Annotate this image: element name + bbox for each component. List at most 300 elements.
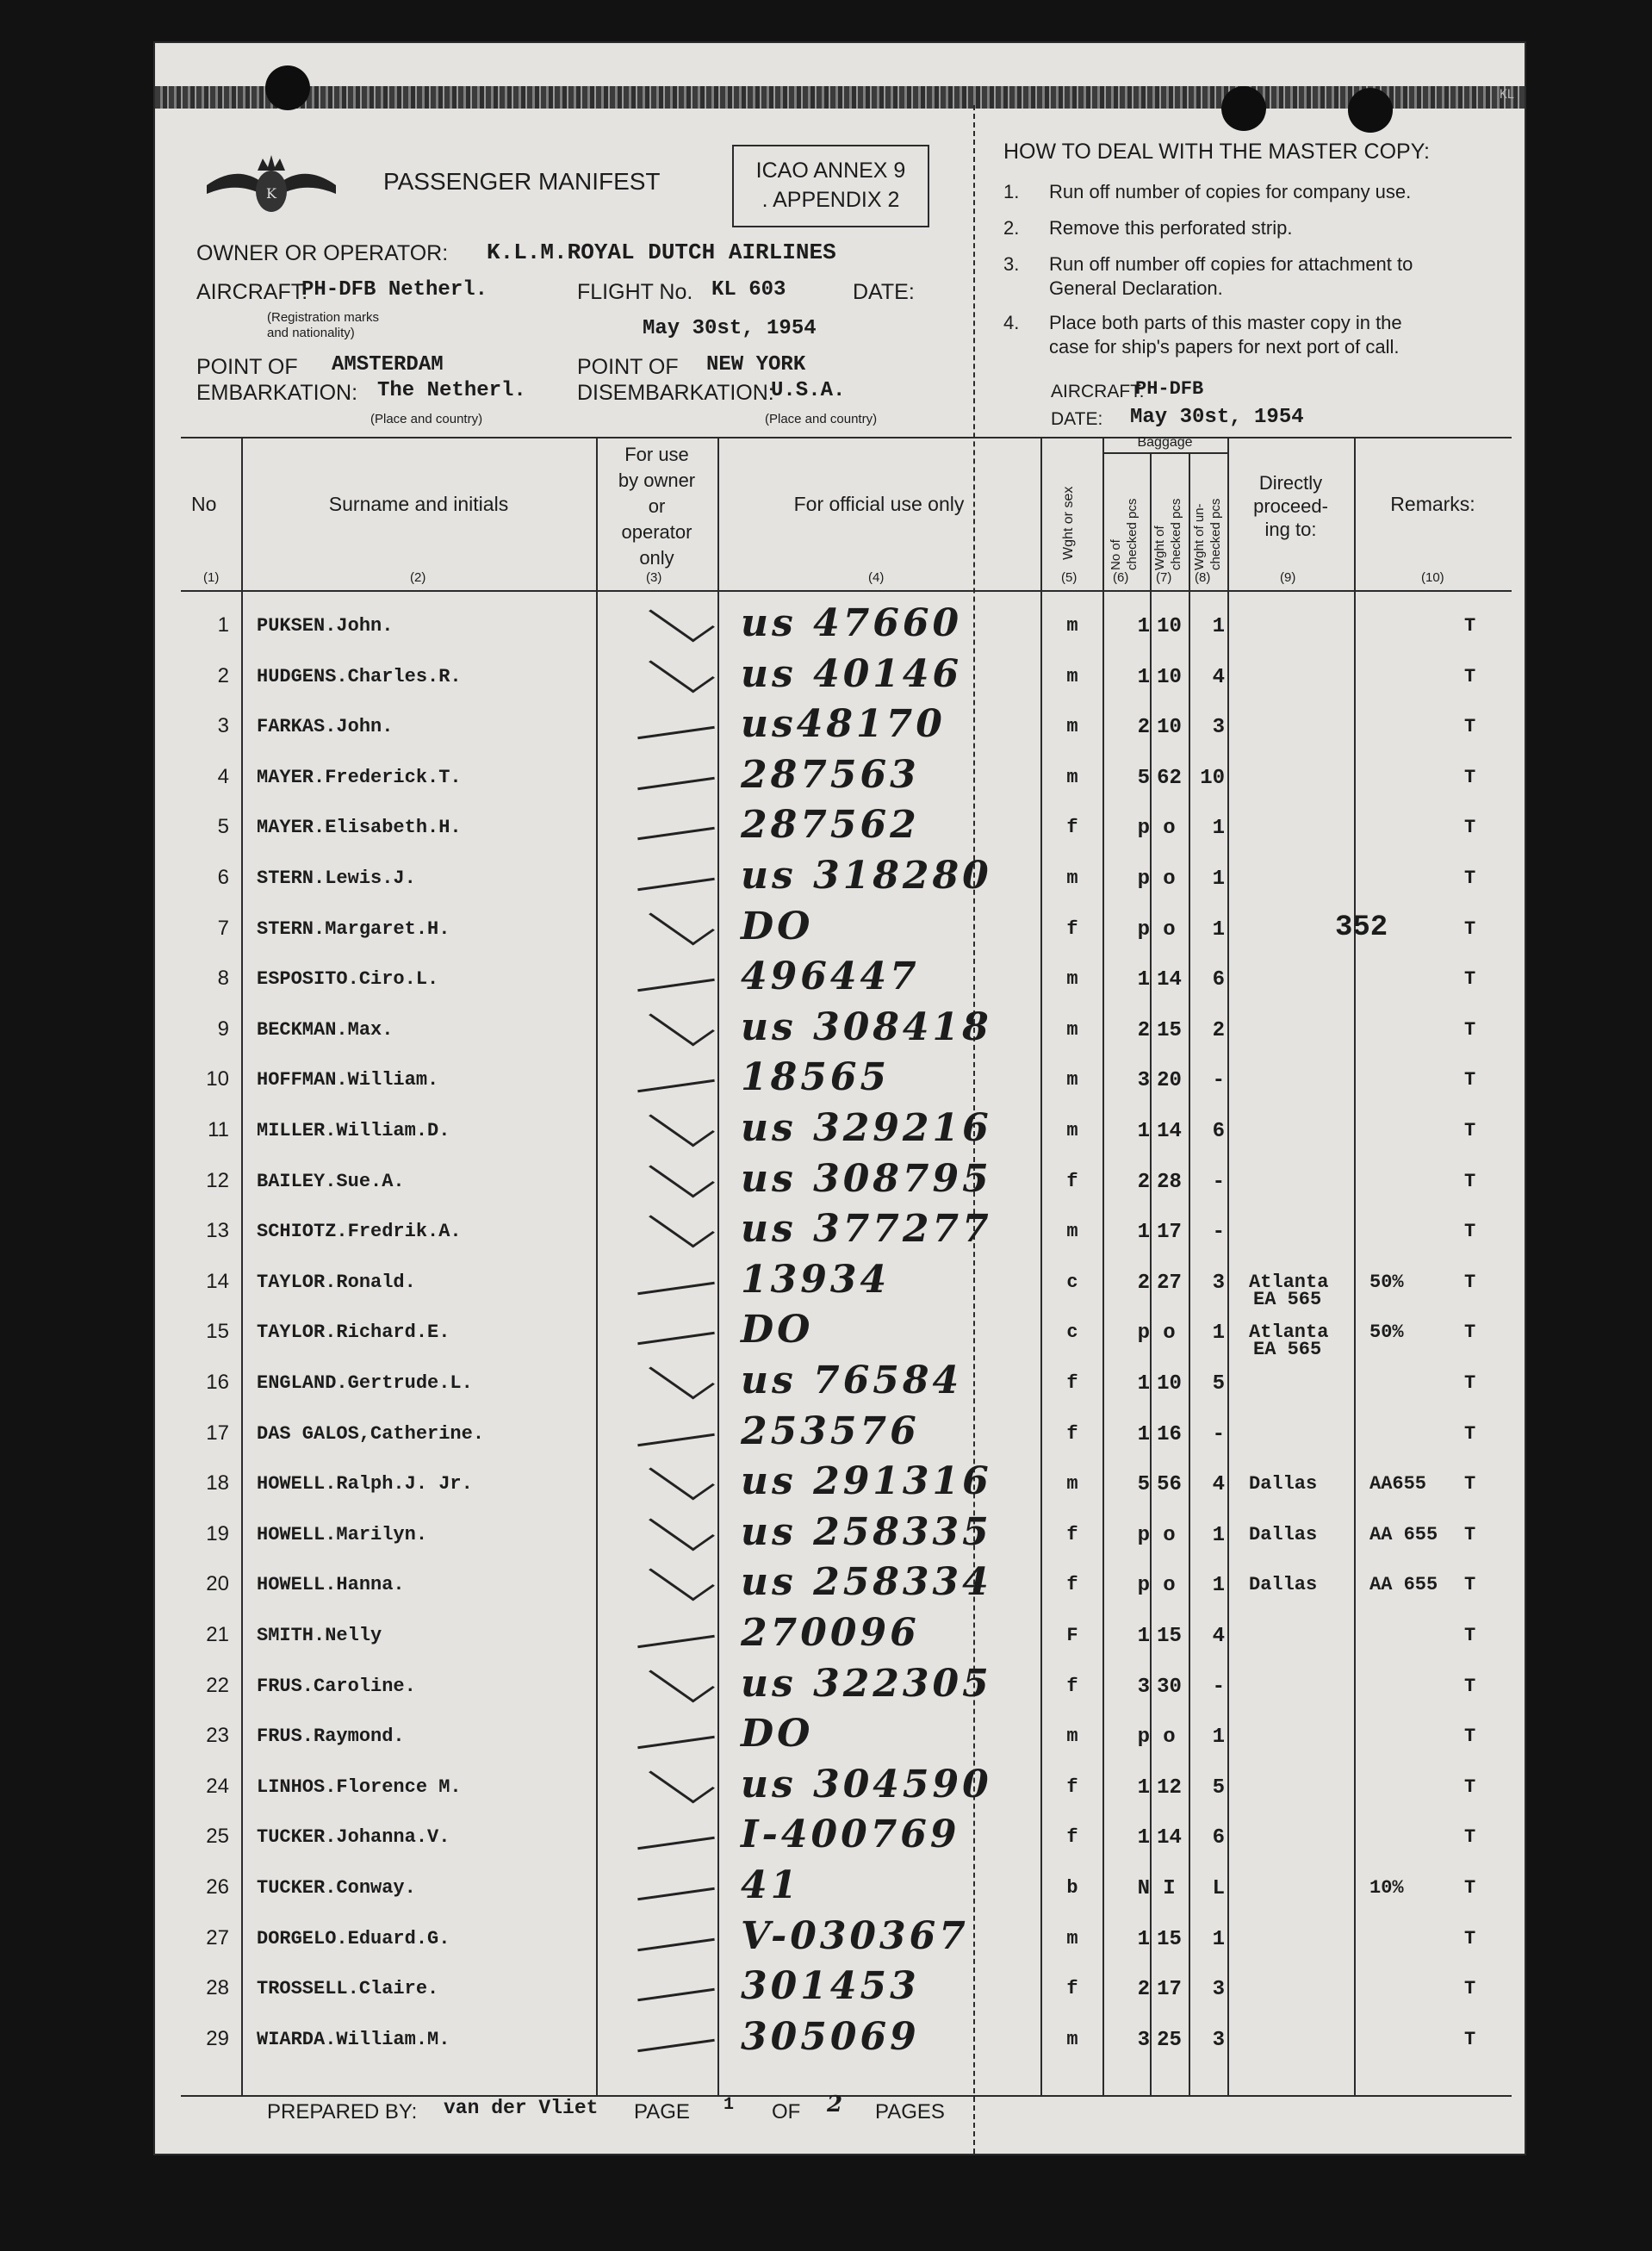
- checked-wght: 14: [1157, 968, 1182, 992]
- official-number: 496447: [741, 954, 920, 999]
- prepared-value: van der Vliet: [444, 2097, 599, 2119]
- checked-pcs: 3: [1137, 2028, 1150, 2052]
- wght-or-sex: m: [1066, 615, 1078, 637]
- form-code: KL: [1500, 88, 1514, 102]
- official-number: us 304590: [741, 1762, 992, 1806]
- dash-mark-icon: [637, 979, 715, 992]
- point-of-label: POINT OF: [196, 355, 298, 379]
- unchecked-wght: 1: [1212, 867, 1225, 891]
- official-number: 41: [741, 1863, 801, 1907]
- row-number: 19: [206, 1521, 229, 1545]
- wght-or-sex: f: [1066, 817, 1078, 839]
- row-number: 21: [206, 1623, 229, 1646]
- official-number: us 40146: [741, 651, 963, 696]
- remark-t: T: [1464, 1271, 1476, 1293]
- checked-pcs: 1: [1137, 615, 1150, 638]
- wght-or-sex: c: [1066, 1321, 1078, 1344]
- instr-date-label: DATE:: [1051, 409, 1103, 429]
- passenger-name: WIARDA.William.M.: [257, 2028, 450, 2050]
- remark-t: T: [1464, 1523, 1476, 1545]
- passenger-name: ENGLAND.Gertrude.L.: [257, 1372, 473, 1394]
- instruction-text-cont: General Declaration.: [1049, 277, 1223, 299]
- remark-t: T: [1464, 665, 1476, 687]
- col-wght-checked-1: Wght of: [1152, 525, 1167, 570]
- row-number: 1: [217, 613, 229, 637]
- passenger-name: BAILEY.Sue.A.: [257, 1170, 405, 1192]
- col-owner-4: operator: [621, 521, 692, 543]
- instruction-text: Place both parts of this master copy in the: [1049, 312, 1402, 333]
- remark-note: AA 655: [1369, 1523, 1438, 1545]
- remark-note: 50%: [1369, 1271, 1404, 1293]
- col-directly-2: proceed-: [1253, 495, 1328, 517]
- remark-t: T: [1464, 1069, 1476, 1091]
- col-divider: [717, 437, 719, 2095]
- unchecked-wght: 3: [1212, 1978, 1225, 2002]
- passenger-name: FRUS.Caroline.: [257, 1675, 416, 1697]
- date-value: May 30st, 1954: [643, 317, 817, 340]
- passenger-name: MAYER.Frederick.T.: [257, 766, 462, 788]
- table-top-border: [181, 437, 1512, 438]
- official-number: 287562: [741, 803, 920, 848]
- destination-flight: EA 565: [1253, 1288, 1322, 1310]
- col-num-10: (10): [1421, 570, 1444, 585]
- official-number: us 308418: [741, 1004, 992, 1049]
- wght-or-sex: m: [1066, 1473, 1078, 1495]
- unchecked-wght: -: [1212, 1221, 1225, 1245]
- col-wght-sex: Wght or sex: [1061, 486, 1076, 560]
- passenger-name: STERN.Margaret.H.: [257, 917, 450, 940]
- check-mark-icon: [649, 596, 715, 643]
- remark-t: T: [1464, 1675, 1476, 1697]
- check-mark-icon: [649, 1757, 715, 1803]
- wght-or-sex: f: [1066, 1826, 1078, 1849]
- passenger-name: DAS GALOS,Catherine.: [257, 1422, 485, 1445]
- checked-pcs: 1: [1137, 1221, 1150, 1245]
- checked-pcs: 1: [1137, 1422, 1150, 1446]
- row-number: 18: [206, 1471, 229, 1495]
- remark-t: T: [1464, 716, 1476, 738]
- checked-pcs: 1: [1137, 968, 1150, 992]
- check-mark-icon: [649, 1555, 715, 1601]
- remark-t: T: [1464, 1221, 1476, 1243]
- unchecked-wght: 6: [1212, 968, 1225, 992]
- official-number: I-400769: [741, 1813, 960, 1857]
- wght-or-sex: m: [1066, 1120, 1078, 1141]
- row-number: 4: [217, 764, 229, 788]
- col-divider: [241, 437, 243, 2095]
- checked-pcs: 1: [1137, 1120, 1150, 1143]
- instruction-number: 2.: [1003, 217, 1020, 239]
- unchecked-wght: 4: [1212, 1473, 1225, 1497]
- unchecked-wght: 1: [1212, 1726, 1225, 1750]
- checked-pcs: 1: [1137, 1625, 1150, 1648]
- col-num-5: (5): [1061, 570, 1078, 585]
- instruction-text-cont: case for ship's papers for next port of call.: [1049, 336, 1400, 358]
- checked-wght: o: [1163, 1523, 1176, 1547]
- remark-t: T: [1464, 817, 1476, 839]
- row-number: 14: [206, 1269, 229, 1293]
- row-number: 9: [217, 1017, 229, 1041]
- official-number: DO: [741, 904, 814, 948]
- official-number: us 377277: [741, 1207, 992, 1252]
- owner-label: OWNER OR OPERATOR:: [196, 241, 449, 265]
- checked-pcs: 2: [1137, 1170, 1150, 1194]
- header-bottom-border: [181, 590, 1512, 592]
- remark-t: T: [1464, 1120, 1476, 1141]
- wght-or-sex: f: [1066, 1372, 1078, 1394]
- row-number: 29: [206, 2026, 229, 2050]
- unchecked-wght: 10: [1200, 766, 1225, 790]
- flight-label: FLIGHT No.: [577, 280, 693, 304]
- unchecked-wght: 3: [1212, 716, 1225, 740]
- unchecked-wght: 2: [1212, 1018, 1225, 1042]
- klm-crown-logo: [202, 146, 340, 224]
- unchecked-wght: 4: [1212, 1625, 1225, 1648]
- check-mark-icon: [649, 1454, 715, 1501]
- remark-t: T: [1464, 1321, 1476, 1344]
- col-num-7: (7): [1156, 570, 1172, 585]
- checked-wght: 10: [1157, 716, 1182, 740]
- wght-or-sex: c: [1066, 1271, 1078, 1293]
- embark-city: AMSTERDAM: [332, 353, 444, 376]
- punch-hole: [265, 65, 310, 110]
- remark-t: T: [1464, 1574, 1476, 1596]
- destination: Dallas: [1249, 1473, 1318, 1495]
- wght-or-sex: m: [1066, 716, 1078, 738]
- checked-pcs: p: [1137, 817, 1150, 841]
- row-number: 8: [217, 967, 229, 991]
- instruction-number: 1.: [1003, 181, 1020, 202]
- unchecked-wght: 1: [1212, 1574, 1225, 1598]
- unchecked-wght: 1: [1212, 817, 1225, 841]
- official-number: us 76584: [741, 1359, 963, 1402]
- passenger-name: FARKAS.John.: [257, 716, 394, 738]
- wght-or-sex: m: [1066, 2028, 1078, 2050]
- row-number: 25: [206, 1825, 229, 1849]
- embark-country: The Netherl.: [377, 379, 526, 402]
- col-divider: [1227, 437, 1229, 2095]
- col-owner-3: or: [648, 495, 666, 517]
- dash-mark-icon: [637, 2039, 715, 2052]
- remark-t: T: [1464, 1422, 1476, 1445]
- row-number: 20: [206, 1572, 229, 1596]
- passenger-name: TAYLOR.Richard.E.: [257, 1321, 450, 1344]
- col-owner-1: For use: [624, 444, 689, 465]
- checked-wght: 10: [1157, 615, 1182, 638]
- destination: Dallas: [1249, 1574, 1318, 1596]
- unchecked-wght: 6: [1212, 1826, 1225, 1850]
- row-number: 17: [206, 1421, 229, 1445]
- checked-wght: 17: [1157, 1221, 1182, 1245]
- check-mark-icon: [649, 1202, 715, 1248]
- manifest-title: PASSENGER MANIFEST: [383, 168, 661, 195]
- remark-t: T: [1464, 1826, 1476, 1849]
- checked-wght: 15: [1157, 1625, 1182, 1648]
- passenger-name: MAYER.Elisabeth.H.: [257, 817, 462, 839]
- wght-or-sex: m: [1066, 1726, 1078, 1748]
- unchecked-wght: -: [1212, 1069, 1225, 1093]
- remark-t: T: [1464, 1978, 1476, 2000]
- checked-wght: 27: [1157, 1271, 1182, 1295]
- check-mark-icon: [649, 1353, 715, 1400]
- checked-pcs: 5: [1137, 766, 1150, 790]
- wght-or-sex: f: [1066, 1675, 1078, 1697]
- passenger-name: DORGELO.Eduard.G.: [257, 1927, 450, 1949]
- icao-line-2: . APPENDIX 2: [761, 188, 900, 212]
- row-number: 27: [206, 1925, 229, 1949]
- dash-mark-icon: [637, 1433, 715, 1446]
- dash-mark-icon: [637, 1988, 715, 2001]
- dash-mark-icon: [637, 1282, 715, 1295]
- dash-mark-icon: [637, 1332, 715, 1345]
- remark-t: T: [1464, 1625, 1476, 1646]
- checked-wght: 25: [1157, 2028, 1182, 2052]
- official-number: us 329216: [741, 1106, 992, 1150]
- remark-t: T: [1464, 917, 1476, 940]
- checked-wght: o: [1163, 1726, 1176, 1750]
- passenger-name: TUCKER.Johanna.V.: [257, 1826, 450, 1849]
- date-label: DATE:: [853, 280, 915, 304]
- official-number: us48170: [741, 702, 946, 747]
- col-divider: [596, 437, 598, 2095]
- unchecked-wght: 3: [1212, 1271, 1225, 1295]
- passenger-name: SCHIOTZ.Fredrik.A.: [257, 1221, 462, 1243]
- passenger-name: LINHOS.Florence M.: [257, 1775, 462, 1798]
- check-mark-icon: [649, 646, 715, 693]
- row-number: 28: [206, 1976, 229, 2000]
- page-label: PAGE: [634, 2100, 690, 2124]
- checked-wght: 20: [1157, 1069, 1182, 1093]
- col-num-2: (2): [410, 570, 426, 585]
- col-num-8: (8): [1195, 570, 1211, 585]
- checked-pcs: 1: [1137, 1372, 1150, 1396]
- perforated-strip: [155, 86, 1525, 109]
- wght-or-sex: m: [1066, 766, 1078, 788]
- checked-wght: 15: [1157, 1018, 1182, 1042]
- point-of-label-2: POINT OF: [577, 355, 679, 379]
- wght-or-sex: F: [1066, 1625, 1078, 1646]
- passenger-name: BECKMAN.Max.: [257, 1018, 394, 1041]
- unchecked-wght: 4: [1212, 665, 1225, 689]
- dash-mark-icon: [637, 1837, 715, 1850]
- wght-or-sex: f: [1066, 1978, 1078, 2000]
- official-number: 18565: [741, 1055, 891, 1100]
- official-number: V-030367: [741, 1913, 969, 1958]
- official-number: 305069: [741, 2014, 920, 2059]
- instruction-number: 3.: [1003, 253, 1020, 275]
- embarkation-label: EMBARKATION:: [196, 381, 358, 405]
- checked-wght: o: [1163, 917, 1176, 942]
- checked-pcs: p: [1137, 917, 1150, 942]
- remark-t: T: [1464, 1877, 1476, 1899]
- wght-or-sex: f: [1066, 1422, 1078, 1445]
- row-number: 12: [206, 1168, 229, 1192]
- official-number: us 258334: [741, 1560, 992, 1605]
- icao-line-1: ICAO ANNEX 9: [755, 159, 906, 183]
- passenger-name: ESPOSITO.Ciro.L.: [257, 968, 439, 991]
- wght-or-sex: m: [1066, 1221, 1078, 1243]
- col-baggage: Baggage: [1137, 435, 1193, 450]
- checked-pcs: 2: [1137, 1271, 1150, 1295]
- wght-or-sex: m: [1066, 968, 1078, 991]
- unchecked-wght: L: [1212, 1877, 1225, 1900]
- dash-mark-icon: [637, 1635, 715, 1648]
- checked-wght: 56: [1157, 1473, 1182, 1497]
- passenger-name: TAYLOR.Ronald.: [257, 1271, 416, 1293]
- row-number: 23: [206, 1724, 229, 1748]
- row-number: 15: [206, 1320, 229, 1344]
- checked-wght: 17: [1157, 1978, 1182, 2002]
- wght-or-sex: f: [1066, 1775, 1078, 1798]
- col-directly-3: ing to:: [1264, 519, 1317, 540]
- col-num-3: (3): [646, 570, 662, 585]
- remark-note: 10%: [1369, 1877, 1404, 1899]
- dash-mark-icon: [637, 827, 715, 840]
- col-remarks: Remarks:: [1390, 493, 1475, 515]
- unchecked-wght: 1: [1212, 917, 1225, 942]
- remark-t: T: [1464, 968, 1476, 991]
- official-number: DO: [741, 1308, 814, 1352]
- check-mark-icon: [649, 999, 715, 1046]
- remark-note: AA655: [1369, 1473, 1427, 1495]
- remark-t: T: [1464, 2028, 1476, 2050]
- checked-pcs: 1: [1137, 665, 1150, 689]
- punch-hole: [1221, 86, 1266, 131]
- wght-or-sex: f: [1066, 1574, 1078, 1596]
- official-number: us 291316: [741, 1459, 992, 1504]
- remark-t: T: [1464, 1726, 1476, 1748]
- unchecked-wght: -: [1212, 1422, 1225, 1446]
- col-owner-5: only: [639, 547, 674, 569]
- col-official: For official use only: [793, 493, 965, 515]
- dash-mark-icon: [637, 1937, 715, 1950]
- checked-wght: 10: [1157, 1372, 1182, 1396]
- checked-wght: o: [1163, 1321, 1176, 1346]
- flight-value: KL 603: [711, 278, 786, 302]
- passenger-name: HUDGENS.Charles.R.: [257, 665, 462, 687]
- checked-wght: 15: [1157, 1927, 1182, 1951]
- checked-pcs: p: [1137, 1726, 1150, 1750]
- wght-or-sex: m: [1066, 1018, 1078, 1041]
- col-num-9: (9): [1280, 570, 1296, 585]
- remark-t: T: [1464, 1473, 1476, 1495]
- row-number: 13: [206, 1219, 229, 1243]
- checked-pcs: p: [1137, 1523, 1150, 1547]
- dash-mark-icon: [637, 777, 715, 790]
- col-no: No: [191, 493, 217, 515]
- destination-flight: EA 565: [1253, 1339, 1322, 1361]
- checked-pcs: 2: [1137, 1018, 1150, 1042]
- wght-or-sex: m: [1066, 867, 1078, 889]
- official-number: us 318280: [741, 854, 992, 898]
- disembark-city: NEW YORK: [706, 353, 806, 376]
- remark-t: T: [1464, 867, 1476, 889]
- remark-t: T: [1464, 766, 1476, 788]
- instruction-text: Remove this perforated strip.: [1049, 217, 1293, 239]
- disembark-country: U.S.A.: [771, 379, 846, 402]
- unchecked-wght: 1: [1212, 615, 1225, 638]
- unchecked-wght: 1: [1212, 1523, 1225, 1547]
- unchecked-wght: 6: [1212, 1120, 1225, 1143]
- instr-aircraft-value: PH-DFB: [1135, 378, 1204, 400]
- official-number: 13934: [741, 1257, 891, 1302]
- checked-wght: o: [1163, 817, 1176, 841]
- row-number: 11: [208, 1118, 229, 1141]
- of-label: OF: [772, 2100, 801, 2124]
- dash-mark-icon: [637, 726, 715, 739]
- owner-value: K.L.M.ROYAL DUTCH AIRLINES: [487, 239, 836, 265]
- remark-t: T: [1464, 1775, 1476, 1798]
- checked-pcs: 2: [1137, 1978, 1150, 2002]
- official-number: us 47660: [741, 601, 963, 645]
- remark-note: 352: [1335, 911, 1388, 944]
- wght-or-sex: m: [1066, 1069, 1078, 1091]
- remark-t: T: [1464, 1927, 1476, 1949]
- wght-or-sex: b: [1066, 1877, 1078, 1899]
- passenger-name: TUCKER.Conway.: [257, 1877, 416, 1899]
- remark-t: T: [1464, 1372, 1476, 1394]
- checked-wght: 14: [1157, 1826, 1182, 1850]
- manifest-sheet: [155, 43, 1525, 2154]
- checked-pcs: N: [1137, 1877, 1150, 1900]
- passenger-name: MILLER.William.D.: [257, 1120, 450, 1141]
- unchecked-wght: 5: [1212, 1775, 1225, 1800]
- passenger-name: PUKSEN.John.: [257, 615, 394, 637]
- unchecked-wght: -: [1212, 1170, 1225, 1194]
- check-mark-icon: [649, 899, 715, 945]
- dash-mark-icon: [637, 1887, 715, 1900]
- wght-or-sex: m: [1066, 1927, 1078, 1949]
- instructions-title: HOW TO DEAL WITH THE MASTER COPY:: [1003, 140, 1430, 164]
- unchecked-wght: 1: [1212, 1321, 1225, 1346]
- row-number: 24: [206, 1774, 229, 1798]
- checked-pcs: 1: [1137, 1826, 1150, 1850]
- check-mark-icon: [649, 1656, 715, 1702]
- passenger-name: FRUS.Raymond.: [257, 1726, 405, 1748]
- official-number: us 322305: [741, 1661, 992, 1706]
- checked-pcs: 2: [1137, 716, 1150, 740]
- passenger-name: HOWELL.Marilyn.: [257, 1523, 428, 1545]
- unchecked-wght: 3: [1212, 2028, 1225, 2052]
- col-num-4: (4): [868, 570, 885, 585]
- official-number: 287563: [741, 752, 920, 797]
- svg-text:K: K: [266, 185, 276, 202]
- instruction-text: Run off number of copies for company use.: [1049, 181, 1412, 202]
- passenger-name: TROSSELL.Claire.: [257, 1978, 439, 2000]
- check-mark-icon: [649, 1101, 715, 1147]
- official-number: DO: [741, 1712, 814, 1757]
- row-number: 16: [206, 1371, 229, 1394]
- checked-pcs: 3: [1137, 1675, 1150, 1699]
- aircraft-value: PH-DFB Netherl.: [301, 278, 488, 302]
- remark-t: T: [1464, 1170, 1476, 1192]
- instruction-text: Run off number off copies for attachment to: [1049, 253, 1413, 275]
- row-number: 5: [217, 815, 229, 839]
- unchecked-wght: -: [1212, 1675, 1225, 1699]
- pages-label: PAGES: [875, 2100, 945, 2124]
- col-num-1: (1): [203, 570, 220, 585]
- checked-wght: o: [1163, 1574, 1176, 1598]
- checked-wght: 10: [1157, 665, 1182, 689]
- aircraft-note-1: (Registration marks: [267, 310, 380, 325]
- official-number: 253576: [741, 1408, 920, 1453]
- passenger-name: HOWELL.Ralph.J. Jr.: [257, 1473, 473, 1495]
- checked-pcs: 1: [1137, 1927, 1150, 1951]
- row-number: 26: [206, 1875, 229, 1899]
- wght-or-sex: f: [1066, 1523, 1078, 1545]
- official-number: 270096: [741, 1611, 920, 1655]
- prepared-label: PREPARED BY:: [267, 2100, 418, 2124]
